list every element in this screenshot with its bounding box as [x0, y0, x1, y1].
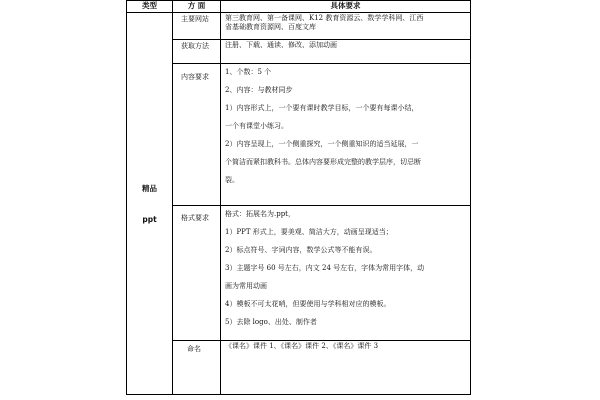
aspect-naming: 命名 — [173, 341, 221, 395]
req-content — [221, 64, 471, 206]
aspect-websites: 主要网站 — [173, 13, 221, 40]
aspect-content: 内容要求 — [173, 64, 221, 206]
table-row — [127, 13, 471, 40]
text-line: 裂。 — [225, 176, 239, 184]
text-line: 2、内容：与教材同步 — [225, 86, 293, 94]
text-line: 个简洁而紧扣教科书。总体内容要形成完整的教学层序，切忌断 — [225, 158, 421, 166]
text-line: 省基础教育资源网、百度文库 — [225, 23, 316, 31]
type-label-sub: ppt — [142, 214, 157, 224]
table-row — [127, 64, 471, 206]
type-label: 精品 — [142, 183, 157, 193]
text-line: 格式：拓展名为.ppt， — [225, 210, 295, 218]
text-line: 第三教育网、第一备课网、K12 教育资源云、数学学科网、江西 — [225, 14, 424, 22]
text-line: 注册、下载、通读、修改、添加动画 — [225, 41, 337, 49]
header-aspect: 方 面 — [173, 1, 221, 13]
header-row — [127, 1, 471, 13]
req-naming — [221, 341, 471, 395]
text-line: 1）内容形式上，一个要有课时教学目标，一个要有每课小结， — [225, 104, 419, 112]
text-line: 1、个数：5 个 — [225, 68, 272, 76]
table-row — [127, 206, 471, 341]
req-format — [221, 206, 471, 341]
requirements-table — [126, 0, 471, 395]
text-line: 2）内容呈现上，一个侧重探究，一个侧重知识的适当延展，一 — [225, 140, 419, 148]
header-requirements: 具体要求 — [221, 1, 471, 13]
table-row — [127, 341, 471, 395]
text-line: 4）模板不可太花哨，但要使用与学科相对应的模板。 — [225, 300, 391, 308]
text-line: 2）标点符号、字词内容，数学公式等不能有误。 — [225, 246, 377, 254]
req-method — [221, 40, 471, 64]
text-line: 1）PPT 形式上，要美观、简洁大方，动画呈现适当； — [225, 228, 393, 236]
req-websites — [221, 13, 471, 40]
aspect-format: 格式要求 — [173, 206, 221, 341]
text-line: 3）主题字号 60 号左右，内文 24 号左右，字体为常用字体，动 — [225, 264, 425, 272]
text-line: 一个有课堂小练习。 — [225, 122, 288, 130]
header-type: 类型 — [127, 1, 173, 13]
text-line: 画为常用动画 — [225, 282, 267, 290]
table-row — [127, 40, 471, 64]
type-cell — [127, 13, 173, 395]
text-line: 《课名》课件 1、《课名》课件 2、《课名》课件 3 — [225, 342, 379, 350]
text-line: 5）去除 logo、出处、制作者 — [225, 318, 317, 326]
aspect-method: 获取方法 — [173, 40, 221, 64]
